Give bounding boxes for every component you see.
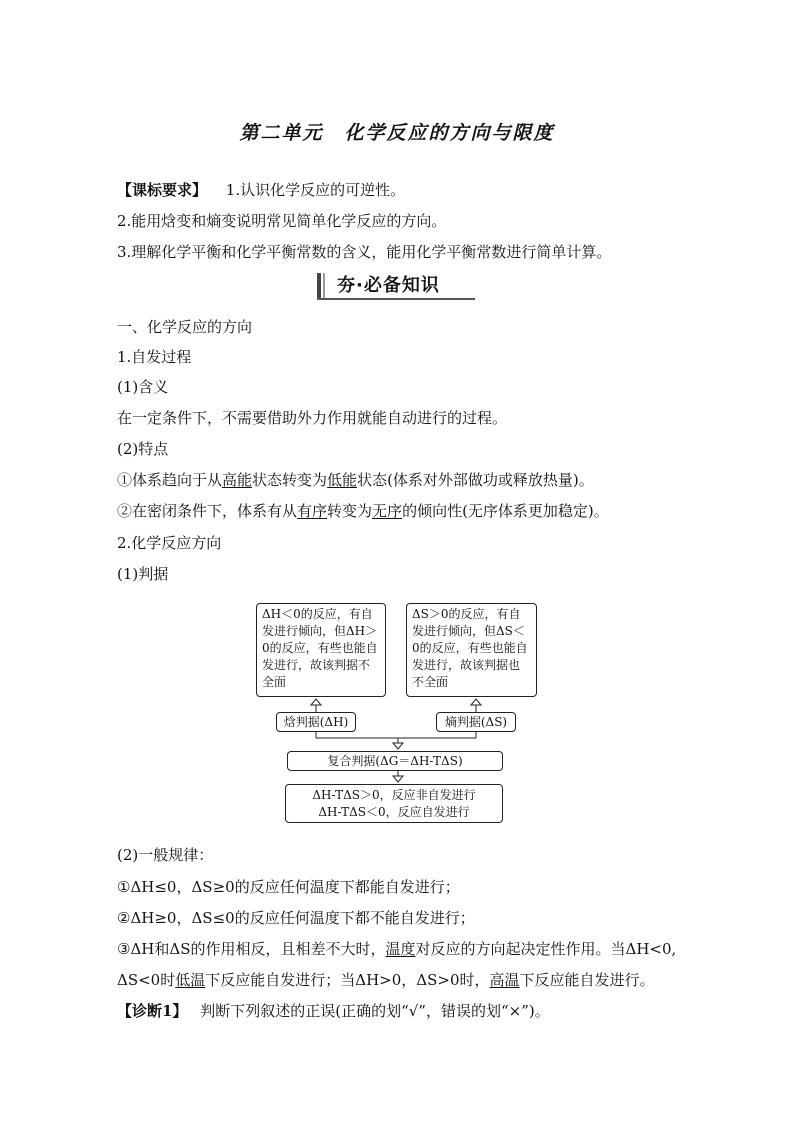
meaning-label: (1)含义	[117, 378, 169, 396]
subsection-title: 2.化学反应方向	[117, 534, 222, 552]
underlined-answer: 高能	[222, 471, 253, 489]
underlined-answer: 有序	[297, 502, 328, 520]
text-span: 状态转变为	[252, 471, 328, 489]
result-line: ΔH-TΔS＞0，反应非自发进行	[312, 788, 476, 802]
text-span: 对反应的方向起决定性作用。当ΔH<0,	[415, 940, 677, 958]
text-span: ΔS<0时	[117, 971, 176, 989]
text-span: 转变为	[327, 502, 373, 520]
underlined-answer: 高温	[489, 971, 520, 989]
note-line: 0的反应，有些也能自	[262, 641, 378, 655]
text-span: 状态(体系对外部做功或释放热量)。	[357, 471, 594, 489]
result-box	[285, 784, 503, 823]
subsection-title: 1.自发过程	[117, 348, 192, 366]
note-line: 全面	[262, 675, 287, 689]
rule-1: ①ΔH≤0，ΔS≥0的反应任何温度下都能自发进行；	[117, 878, 460, 896]
note-line: ΔH＜0的反应，有自	[262, 607, 373, 621]
note-line: 发进行倾向，但ΔS＜	[412, 624, 525, 638]
part-title: 一、化学反应的方向	[117, 318, 253, 336]
rules-label: (2)一般规律：	[117, 846, 214, 864]
rule-3-continued	[117, 970, 655, 990]
text-span: ③ΔH和ΔS的作用相反，且相差不大时，	[117, 940, 386, 958]
underlined-answer: 温度	[385, 940, 416, 958]
note-line: 0的反应，有些也能自	[412, 641, 528, 655]
result-line: ΔH-TΔS＜0，反应自发进行	[318, 805, 470, 819]
diagnosis-tag: 【诊断1】	[117, 1002, 188, 1020]
note-line: 发进行，故该判据也	[412, 658, 521, 672]
entropy-criterion-box: 熵判据(ΔS)	[436, 712, 516, 732]
underlined-answer: 低温	[175, 971, 206, 989]
text-span: 的倾向性(无序体系更加稳定)。	[402, 502, 609, 520]
underlined-answer: 无序	[372, 502, 403, 520]
diagnosis-text: 判断下列叙述的正误(正确的划“√”，错误的划“×”)。	[200, 1002, 550, 1020]
note-line: ΔS＞0的反应，有自	[412, 607, 521, 621]
criteria-label: (1)判据	[117, 565, 169, 583]
features-label: (2)特点	[117, 440, 169, 458]
section-heading-text: 夯·必备知识	[337, 275, 440, 296]
requirement-item: 2.能用焓变和熵变说明常见简单化学反应的方向。	[117, 212, 447, 230]
requirement-item: 3.理解化学平衡和化学平衡常数的含义，能用化学平衡常数进行简单计算。	[117, 243, 612, 261]
entropy-note-box	[406, 603, 537, 697]
rule-2: ②ΔH≥0，ΔS≤0的反应任何温度下都不能自发进行；	[117, 909, 475, 927]
requirements-tag: 【课标要求】	[117, 181, 208, 199]
meaning-text: 在一定条件下，不需要借助外力作用就能自动进行的过程。	[117, 409, 508, 427]
text-span: ②在密闭条件下，体系有从	[117, 502, 298, 520]
enthalpy-criterion-box: 焓判据(ΔH)	[276, 712, 356, 732]
requirement-item: 1.认识化学反应的可逆性。	[225, 181, 406, 199]
diagnosis-line	[117, 1001, 550, 1021]
note-line: 不全面	[412, 675, 449, 689]
text-span: 下反应能自发进行。	[519, 971, 655, 989]
enthalpy-note-box	[256, 603, 386, 697]
text-span: 下反应能自发进行；当ΔH>0，ΔS>0时，	[205, 971, 490, 989]
note-line: 发进行，故该判据不	[262, 658, 371, 672]
note-line: 发进行倾向，但ΔH＞	[262, 624, 378, 638]
text-span: ①体系趋向于从	[117, 471, 223, 489]
page-title: 第二单元 化学反应的方向与限度	[239, 122, 555, 144]
rule-3	[117, 939, 676, 959]
composite-criterion-box: 复合判据(ΔG＝ΔH-TΔS)	[287, 751, 503, 771]
underlined-answer: 低能	[327, 471, 358, 489]
